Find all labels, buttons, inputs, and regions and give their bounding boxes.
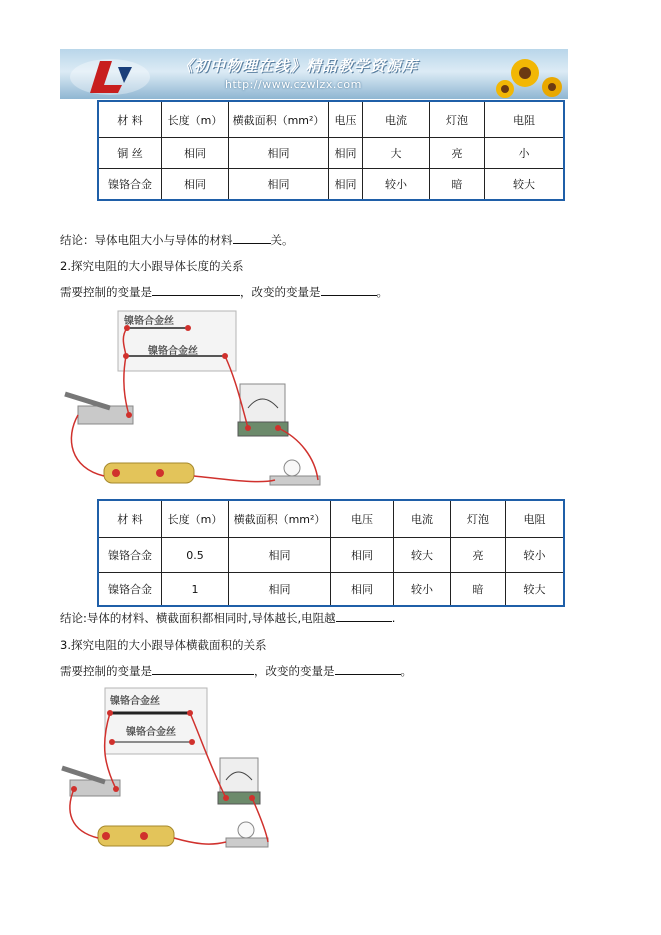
change-label: ，改变的变量是 — [240, 285, 321, 299]
table-cell: 较大 — [485, 169, 565, 201]
table-row — [98, 169, 564, 201]
circuit-diagram-length-svg — [60, 308, 360, 493]
conclusion-2 — [60, 610, 395, 626]
table-cell: 较小 — [363, 169, 430, 201]
conclusion-2-end: . — [391, 611, 396, 625]
table-cell: 镍铬合金 — [98, 573, 162, 607]
table-header-cell: 电流 — [363, 101, 430, 138]
header-banner — [60, 49, 568, 99]
table-header-cell: 长度（m） — [162, 101, 229, 138]
table-header-cell: 电阻 — [506, 500, 565, 538]
table-cell: 相同 — [331, 538, 394, 573]
table-cell: 相同 — [331, 573, 394, 607]
table-cell: 暗 — [451, 573, 506, 607]
table-cell: 较大 — [394, 538, 451, 573]
control-label: 需要控制的变量是 — [60, 285, 152, 299]
table-cell: 镍铬合金 — [98, 169, 162, 201]
table-cell: 亮 — [430, 138, 485, 169]
table-header-cell: 电阻 — [485, 101, 565, 138]
table-cell: 铜 丝 — [98, 138, 162, 169]
table-header-cell: 电压 — [329, 101, 363, 138]
table-row — [98, 138, 564, 169]
section-3-title: 3.探究电阻的大小跟导体横截面积的关系 — [60, 638, 267, 652]
table-cell: 相同 — [229, 138, 329, 169]
table-header-row — [98, 101, 564, 138]
table-cell: 相同 — [229, 169, 329, 201]
answer-blank[interactable] — [233, 232, 271, 244]
table-cell: 较小 — [394, 573, 451, 607]
table-cell: 较小 — [506, 538, 565, 573]
change-label: ，改变的变量是 — [254, 664, 335, 678]
table-header-cell: 材 料 — [98, 500, 162, 538]
table-header-cell: 电压 — [331, 500, 394, 538]
table-cell: 镍铬合金 — [98, 538, 162, 573]
circuit-diagram-length — [60, 308, 360, 493]
control-blank[interactable] — [152, 663, 254, 675]
table-header-cell: 横截面积（mm²） — [229, 101, 329, 138]
change-blank[interactable] — [335, 663, 401, 675]
table-cell: 1 — [162, 573, 229, 607]
table-cell: 相同 — [162, 138, 229, 169]
banner-url: http://www.czwlzx.com — [225, 78, 362, 91]
table-cell: 相同 — [329, 138, 363, 169]
table-row — [98, 573, 564, 607]
table-cell: 0.5 — [162, 538, 229, 573]
table-cell: 小 — [485, 138, 565, 169]
circuit-diagram-area-svg — [60, 686, 360, 856]
conclusion-1-suffix: 关。 — [270, 233, 294, 247]
table-header-row — [98, 500, 564, 538]
control-label: 需要控制的变量是 — [60, 664, 152, 678]
conclusion-1 — [60, 232, 294, 248]
wire-label-top: 镍铬合金丝 — [110, 696, 160, 707]
answer-blank[interactable] — [336, 610, 392, 622]
table-header-cell: 灯泡 — [451, 500, 506, 538]
table-cell: 大 — [363, 138, 430, 169]
change-blank[interactable] — [321, 284, 377, 296]
table-cell: 暗 — [430, 169, 485, 201]
wire-label-top: 镍铬合金丝 — [124, 316, 174, 327]
section-2-title: 2.探究电阻的大小跟导体长度的关系 — [60, 259, 244, 273]
table-cell: 相同 — [229, 538, 331, 573]
table-cell: 相同 — [329, 169, 363, 201]
table-header-cell: 横截面积（mm²） — [229, 500, 331, 538]
table-header-cell: 材 料 — [98, 101, 162, 138]
sentence-end: 。 — [400, 664, 412, 678]
circuit-diagram-area — [60, 686, 360, 856]
ammeter-icon — [240, 384, 285, 422]
table-cell: 较大 — [506, 573, 565, 607]
table-header-cell: 灯泡 — [430, 101, 485, 138]
wire-label-bottom: 镍铬合金丝 — [148, 346, 198, 357]
table-cell: 亮 — [451, 538, 506, 573]
bulb-icon — [284, 460, 300, 476]
table-header-cell: 电流 — [394, 500, 451, 538]
table-row — [98, 538, 564, 573]
section-3-variables — [60, 663, 412, 679]
conclusion-2-prefix: 结论:导体的材料、横截面积都相同时,导体越长,电阻越 — [60, 611, 336, 625]
wire-label-bottom: 镍铬合金丝 — [126, 727, 176, 738]
banner-title: 《初中物理在线》精品教学资源库 — [178, 57, 419, 75]
length-table — [97, 499, 565, 607]
table-cell: 相同 — [162, 169, 229, 201]
control-blank[interactable] — [152, 284, 240, 296]
material-table — [97, 100, 565, 201]
bulb-icon — [238, 822, 254, 838]
sentence-end: 。 — [376, 285, 388, 299]
conclusion-1-prefix: 结论：导体电阻大小与导体的材料 — [60, 233, 233, 247]
section-2-variables — [60, 284, 388, 300]
table-cell: 相同 — [229, 573, 331, 607]
ammeter-icon — [220, 758, 258, 792]
table-header-cell: 长度（m） — [162, 500, 229, 538]
